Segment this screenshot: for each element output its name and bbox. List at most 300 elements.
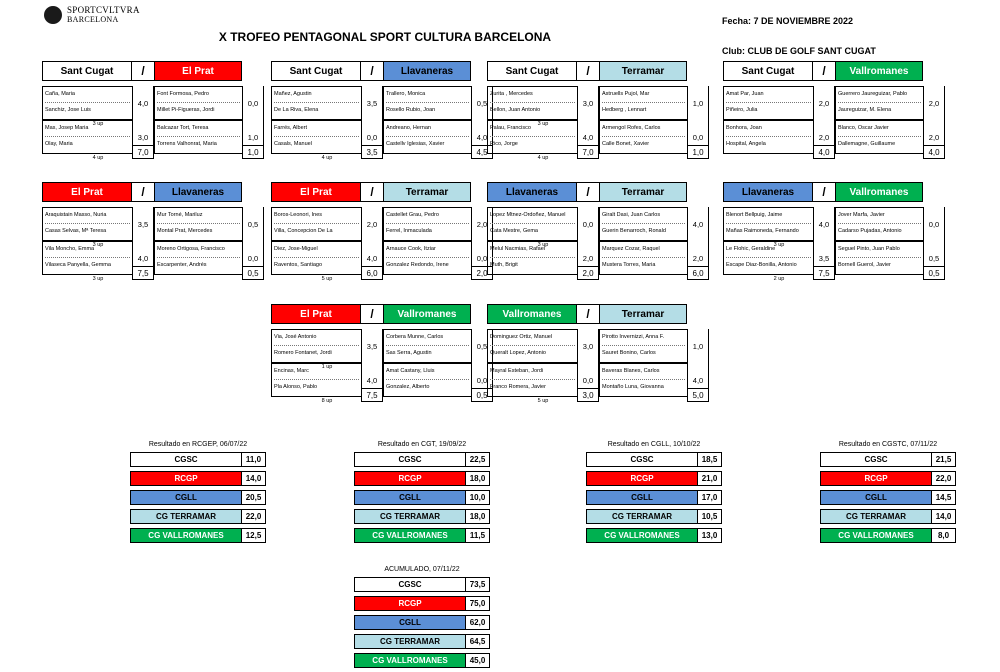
player-pair (487, 363, 717, 404)
club-points: 13,0 (698, 528, 722, 543)
holes-up: 3 up (92, 276, 104, 282)
holes-up: 4 up (92, 155, 104, 161)
pair-right-players (835, 241, 923, 275)
divider (386, 102, 469, 103)
player-name: Gonzalez, Alberto (386, 384, 430, 390)
total-right: 1,0 (687, 145, 709, 159)
pair-left-players (487, 241, 577, 275)
divider (386, 379, 469, 380)
club-name: CG TERRAMAR (354, 634, 466, 649)
pair-left-players (271, 207, 361, 241)
divider (45, 257, 130, 258)
match-block (487, 61, 717, 161)
player-name: Lopez Mtnez-Ordoñez, Manuel (490, 212, 566, 218)
team-left-name: Llavaneras (488, 183, 576, 201)
player-pair (723, 120, 953, 154)
player-name: Palau, Francisco (490, 125, 531, 131)
versus-separator: / (812, 183, 836, 201)
club-points: 18,0 (466, 471, 490, 486)
pair-right-points: 0,0 (471, 363, 493, 397)
pair-right-players (599, 207, 687, 241)
pair-right-points: 0,0 (471, 241, 493, 275)
total-right: 0,5 (471, 388, 493, 402)
player-name: Jaureguizar, M. Elena (838, 107, 892, 113)
standings-table (586, 441, 722, 547)
player-name: Pla Alonso, Pablo (274, 384, 318, 390)
club-label: Club: CLUB DE GOLF SANT CUGAT (722, 46, 876, 56)
player-pair (487, 120, 717, 161)
standings-table (354, 441, 490, 547)
pair-left-players (271, 329, 361, 363)
player-name: Mustera Torres, Maria (602, 262, 656, 268)
team-left-name: El Prat (272, 183, 360, 201)
versus-separator: / (131, 62, 155, 80)
standings-row (354, 615, 490, 632)
divider (157, 102, 240, 103)
pair-right-points: 1,0 (242, 120, 264, 154)
player-name: Franco Romera, Javier (490, 384, 546, 390)
divider (490, 136, 575, 137)
total-left: 3,5 (361, 145, 383, 159)
club-points: 14,5 (932, 490, 956, 505)
player-name: Farrés, Albert (274, 125, 308, 131)
standings-row (586, 528, 722, 545)
versus-separator: / (360, 183, 384, 201)
divider (157, 223, 240, 224)
divider (838, 102, 921, 103)
player-name: Blenort Bellpuig, Jaime (726, 212, 783, 218)
club-name: RCGP (354, 596, 466, 611)
club-points: 11,0 (242, 452, 266, 467)
versus-separator: / (576, 62, 600, 80)
pair-right-points: 0,0 (242, 241, 264, 275)
pair-left-points: 3,5 (813, 241, 835, 275)
club-points: 20,5 (242, 490, 266, 505)
total-left: 7,0 (577, 145, 599, 159)
pair-left-points: 4,0 (361, 363, 383, 397)
club-points: 17,0 (698, 490, 722, 505)
versus-separator: / (360, 62, 384, 80)
club-points: 21,0 (698, 471, 722, 486)
club-name: CG VALLROMANES (586, 528, 698, 543)
player-name: Bellon, Juan Antonio (490, 107, 541, 113)
logo-text-line1: SPORTCVLTVRA (67, 5, 140, 15)
match-block (487, 182, 717, 282)
pair-right-players (383, 329, 471, 363)
club-name: CG TERRAMAR (586, 509, 698, 524)
pair-right-players (599, 329, 687, 363)
divider (490, 345, 575, 346)
standings-caption: Resultado en CGT, 19/09/22 (377, 441, 467, 448)
player-name: Moreno Ortigosa, Francisco (157, 246, 225, 252)
player-name: Piñeiro, Julia (726, 107, 758, 113)
club-points: 73,5 (466, 577, 490, 592)
player-name: Ferrel, Inmaculada (386, 228, 432, 234)
pair-left-points: 4,0 (813, 207, 835, 241)
club-name: CG TERRAMAR (130, 509, 242, 524)
player-name: Via, José Antonio (274, 334, 317, 340)
match-header (42, 182, 242, 202)
pair-left-players (271, 241, 361, 275)
pair-right-points: 0,5 (242, 207, 264, 241)
player-name: Pirotto Invernizzi, Anna F. (602, 334, 665, 340)
player-name: Torrens Valhonrat, Maria (157, 141, 217, 147)
player-name: Casals, Manuel (274, 141, 312, 147)
club-name: CG VALLROMANES (354, 653, 466, 668)
player-name: Mur Torné, Mariluz (157, 212, 203, 218)
divider (274, 136, 359, 137)
holes-up: 1 up (321, 364, 333, 370)
player-name: Baveras Blanes, Carlos (602, 368, 660, 374)
player-name: Trallero, Monica (386, 91, 426, 97)
player-name: Hedberg , Lennart (602, 107, 647, 113)
player-name: Amat Par, Juan (726, 91, 764, 97)
standings-row (820, 452, 956, 469)
club-name: RCGP (130, 471, 242, 486)
player-name: Montaño Luna, Giovanna (602, 384, 664, 390)
team-right-name: Terramar (600, 62, 686, 80)
pair-right-players (383, 241, 471, 275)
pair-right-points: 2,0 (923, 86, 945, 120)
player-name: Millet Pi-Figueras, Jordi (157, 107, 215, 113)
holes-up: 3 up (92, 121, 104, 127)
standings-row (354, 509, 490, 526)
pair-left-points: 3,5 (361, 86, 383, 120)
holes-up: 3 up (773, 242, 785, 248)
holes-up: 2 up (773, 276, 785, 282)
divider (838, 223, 921, 224)
team-right-name: Llavaneras (155, 183, 241, 201)
pair-right-players (835, 86, 923, 120)
player-pair (723, 241, 953, 282)
divider (726, 223, 811, 224)
total-left: 4,0 (813, 145, 835, 159)
standings-row (130, 471, 266, 488)
divider (386, 257, 469, 258)
standings-row (820, 528, 956, 545)
player-name: Giralt Dasi, Juan Carlos (602, 212, 661, 218)
player-pair (271, 241, 501, 282)
match-header (723, 182, 923, 202)
total-right: 1,0 (242, 145, 264, 159)
player-pair (487, 329, 717, 363)
player-name: Mañez, Agustin (274, 91, 312, 97)
club-points: 64,5 (466, 634, 490, 649)
match-block (42, 182, 272, 282)
club-name: CG TERRAMAR (354, 509, 466, 524)
pair-right-players (599, 86, 687, 120)
player-name: Cadarso Pujadas, Antonio (838, 228, 902, 234)
club-points: 22,5 (466, 452, 490, 467)
total-right: 6,0 (687, 266, 709, 280)
total-left: 6,0 (361, 266, 383, 280)
club-name: RCGP (586, 471, 698, 486)
pair-right-points: 0,0 (923, 207, 945, 241)
pair-left-points: 3,5 (361, 329, 383, 363)
player-name: Sauret Bonino, Carlos (602, 350, 656, 356)
match-block (271, 182, 501, 282)
pair-left-points: 4,0 (132, 86, 154, 120)
divider (45, 102, 130, 103)
pair-right-players (154, 120, 242, 154)
standings-row (354, 471, 490, 488)
holes-up: 3 up (537, 242, 549, 248)
divider (274, 223, 359, 224)
player-name: Dallemagne, Guillaume (838, 141, 896, 147)
player-pair (723, 207, 953, 248)
logo-text-line2: BARCELONA (67, 15, 119, 24)
player-name: Balcazar Tort, Teresa (157, 125, 209, 131)
standings-table (354, 566, 490, 672)
divider (490, 257, 575, 258)
standings-caption: Resultado en CGSTC, 07/11/22 (838, 441, 938, 448)
player-name: Guerin Benarroch, Ronald (602, 228, 666, 234)
pair-right-points: 4,0 (687, 363, 709, 397)
pair-left-points: 2,0 (361, 207, 383, 241)
total-right: 5,0 (687, 388, 709, 402)
divider (602, 379, 685, 380)
player-name: Rico, Jorge (490, 141, 518, 147)
pair-right-players (835, 207, 923, 241)
player-pair (271, 207, 501, 241)
logo (44, 4, 184, 26)
player-name: Marquez Cozar, Raquel (602, 246, 660, 252)
divider (274, 257, 359, 258)
pair-left-points: 4,0 (577, 120, 599, 154)
player-name: Guerrero Jaureguizar, Pablo (838, 91, 908, 97)
total-right: 4,0 (923, 145, 945, 159)
player-name: Seguel Pinto, Juan Pablo (838, 246, 900, 252)
player-name: Encinas, Marc (274, 368, 309, 374)
divider (274, 379, 359, 380)
match-header (271, 304, 471, 324)
pair-left-points: 2,0 (813, 120, 835, 154)
standings-row (354, 634, 490, 651)
pair-right-points: 0,5 (923, 241, 945, 275)
pair-left-players (271, 86, 361, 120)
pair-right-points: 1,0 (687, 329, 709, 363)
player-name: Blanco, Oscar Javier (838, 125, 889, 131)
club-points: 10,5 (698, 509, 722, 524)
team-left-name: El Prat (43, 183, 131, 201)
team-left-name: Sant Cugat (43, 62, 131, 80)
pair-right-players (383, 363, 471, 397)
player-name: Font Formosa, Pedro (157, 91, 209, 97)
pair-right-points: 4,0 (687, 207, 709, 241)
page-title: X TROFEO PENTAGONAL SPORT CULTURA BARCELONA (218, 30, 552, 44)
total-left: 7,0 (132, 145, 154, 159)
pair-left-players (487, 329, 577, 363)
match-header (42, 61, 242, 81)
player-pair (42, 207, 272, 248)
player-name: Mañas Raimoneda, Fernando (726, 228, 799, 234)
club-name: RCGP (354, 471, 466, 486)
total-left: 7,5 (813, 266, 835, 280)
club-points: 12,5 (242, 528, 266, 543)
player-pair (42, 120, 272, 161)
player-name: Vila Moncho, Emma (45, 246, 95, 252)
standings-row (354, 653, 490, 670)
player-name: Le Flohic, Geraldine (726, 246, 776, 252)
standings-row (586, 490, 722, 507)
pair-left-players (42, 207, 132, 241)
total-right: 0,5 (242, 266, 264, 280)
team-left-name: Vallromanes (488, 305, 576, 323)
match-block (723, 61, 953, 161)
player-name: Raventos, Santiago (274, 262, 323, 268)
pair-left-points: 0,0 (577, 363, 599, 397)
match-header (723, 61, 923, 81)
match-block (271, 61, 501, 161)
player-pair (487, 207, 717, 248)
player-name: Arnauce Cook, Itziar (386, 246, 436, 252)
versus-separator: / (576, 305, 600, 323)
player-name: Corbera Munne, Carlos (386, 334, 444, 340)
club-name: CG VALLROMANES (820, 528, 932, 543)
pair-left-players (42, 241, 132, 275)
divider (726, 257, 811, 258)
player-name: Vilaseca Panyella, Gemma (45, 262, 111, 268)
pair-left-players (487, 207, 577, 241)
standings-row (586, 471, 722, 488)
pair-left-points: 2,0 (577, 241, 599, 275)
pair-right-points: 0,5 (471, 86, 493, 120)
total-right: 2,0 (471, 266, 493, 280)
pair-right-players (599, 241, 687, 275)
versus-separator: / (131, 183, 155, 201)
total-right: 4,5 (471, 145, 493, 159)
total-left: 2,0 (577, 266, 599, 280)
standings-row (354, 596, 490, 613)
team-right-name: Vallromanes (836, 62, 922, 80)
match-header (271, 61, 471, 81)
player-name: Mayral Esteban, Jordi (490, 368, 544, 374)
match-block (42, 61, 272, 161)
divider (602, 345, 685, 346)
divider (386, 345, 469, 346)
pair-left-points: 3,5 (132, 207, 154, 241)
standings-row (354, 490, 490, 507)
pair-left-players (487, 363, 577, 397)
divider (490, 102, 575, 103)
pair-left-points: 4,0 (361, 241, 383, 275)
pair-right-players (383, 86, 471, 120)
pair-left-players (723, 120, 813, 154)
player-name: Cata Mestre, Gema (490, 228, 538, 234)
team-right-name: El Prat (155, 62, 241, 80)
match-block (487, 304, 717, 404)
team-left-name: Sant Cugat (724, 62, 812, 80)
standings-row (354, 528, 490, 545)
player-pair (271, 86, 501, 120)
pair-right-players (154, 241, 242, 275)
divider (490, 223, 575, 224)
player-pair (271, 363, 501, 404)
pair-left-points: 3,0 (577, 329, 599, 363)
total-right: 0,5 (923, 266, 945, 280)
player-pair (42, 86, 272, 127)
pair-left-players (271, 363, 361, 397)
club-points: 14,0 (242, 471, 266, 486)
club-name: CGSC (130, 452, 242, 467)
club-points: 21,5 (932, 452, 956, 467)
standings-row (820, 471, 956, 488)
player-name: Queralt Lopez, Antonio (490, 350, 546, 356)
pair-right-points: 2,0 (687, 241, 709, 275)
club-name: CG VALLROMANES (354, 528, 466, 543)
team-left-name: Llavaneras (724, 183, 812, 201)
divider (274, 102, 359, 103)
player-pair (723, 86, 953, 120)
player-pair (271, 120, 501, 161)
match-header (271, 182, 471, 202)
divider (602, 136, 685, 137)
holes-up: 4 up (537, 155, 549, 161)
pair-right-points: 1,0 (687, 86, 709, 120)
standings-row (354, 452, 490, 469)
match-header (487, 61, 687, 81)
pair-left-players (487, 86, 577, 120)
player-name: Caña, Maria (45, 91, 75, 97)
team-left-name: Sant Cugat (488, 62, 576, 80)
club-points: 11,5 (466, 528, 490, 543)
divider (45, 223, 130, 224)
standings-row (130, 509, 266, 526)
pair-right-players (383, 120, 471, 154)
player-name: Bornell Guerol, Javier (838, 262, 891, 268)
pair-right-points: 2,0 (471, 207, 493, 241)
player-name: De La Riva, Elena (274, 107, 319, 113)
pair-left-players (487, 120, 577, 154)
divider (838, 257, 921, 258)
team-right-name: Llavaneras (384, 62, 470, 80)
total-left: 3,0 (577, 388, 599, 402)
team-right-name: Terramar (384, 183, 470, 201)
versus-separator: / (360, 305, 384, 323)
player-name: Castellet Grau, Pedro (386, 212, 439, 218)
divider (726, 102, 811, 103)
player-name: Diez, Jose-Miguel (274, 246, 318, 252)
standings-row (820, 509, 956, 526)
pair-right-points: 0,0 (687, 120, 709, 154)
player-name: Mas, Josep Maria (45, 125, 89, 131)
standings-row (586, 452, 722, 469)
pair-right-players (154, 207, 242, 241)
team-right-name: Terramar (600, 183, 686, 201)
standings-row (820, 490, 956, 507)
divider (386, 136, 469, 137)
player-name: Amat Castany, Lluis (386, 368, 435, 374)
club-name: CGLL (130, 490, 242, 505)
player-name: Calle Bonet, Xavier (602, 141, 650, 147)
pair-left-players (42, 86, 132, 120)
player-name: Andreano, Hernan (386, 125, 431, 131)
pair-left-players (723, 207, 813, 241)
club-name: CGLL (354, 490, 466, 505)
total-left: 7,5 (132, 266, 154, 280)
holes-up: 8 up (321, 398, 333, 404)
club-points: 10,0 (466, 490, 490, 505)
holes-up: 3 up (92, 242, 104, 248)
divider (602, 257, 685, 258)
divider (490, 379, 575, 380)
pair-right-players (154, 86, 242, 120)
club-points: 22,0 (932, 471, 956, 486)
versus-separator: / (576, 183, 600, 201)
match-header (487, 182, 687, 202)
player-name: Rosello Rubio, Joan (386, 107, 436, 113)
player-name: Armengol Rofes, Carlos (602, 125, 661, 131)
